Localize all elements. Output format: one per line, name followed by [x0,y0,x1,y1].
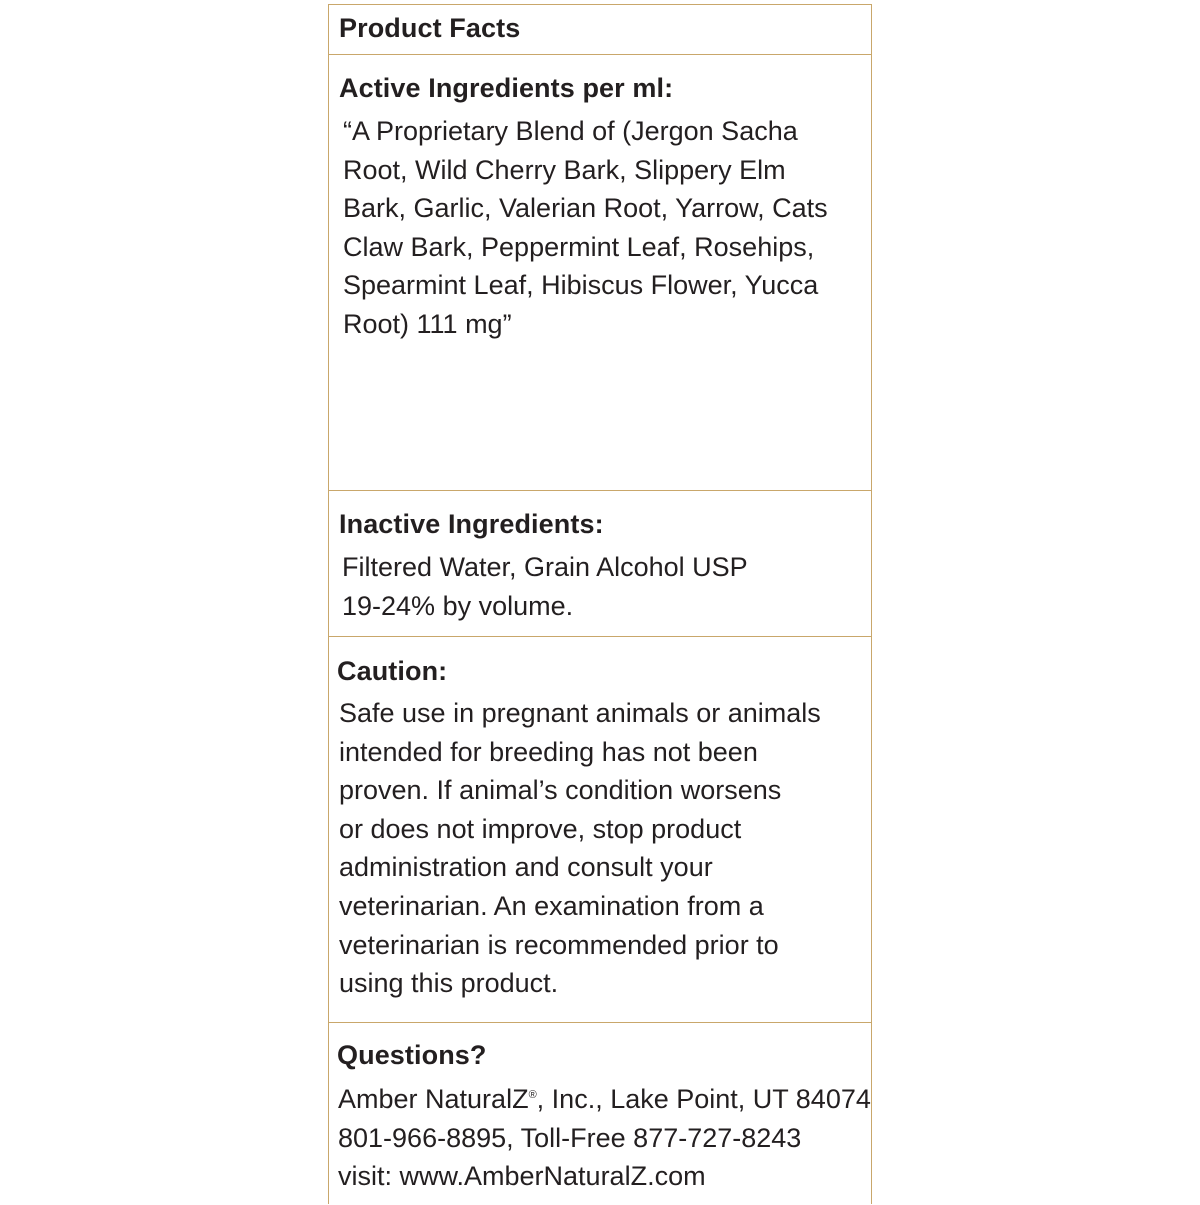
inactive-ingredients-heading: Inactive Ingredients: [339,509,604,539]
caution-heading: Caution: [337,656,448,686]
registered-trademark: ® [528,1089,537,1101]
inactive-ingredients-text: Filtered Water, Grain Alcohol USP 19-24% by volume. [342,552,748,621]
questions-section [329,1023,871,1205]
active-ingredients-section [329,55,871,491]
product-facts-header [329,5,871,55]
website-link[interactable]: visit: www.AmberNaturalZ.com [338,1161,706,1192]
product-facts-title: Product Facts [339,13,521,43]
company-name: Amber NaturalZ [338,1084,529,1114]
questions-heading: Questions? [337,1040,487,1070]
inactive-ingredients-section [329,491,871,637]
active-ingredients-heading: Active Ingredients per ml: [339,73,674,103]
contact-info [338,1080,878,1196]
phone-numbers: 801-966-8895, Toll-Free 877-727-8243 [338,1122,802,1153]
active-ingredients-text: “A Proprietary Blend of (Jergon Sacha Root, Wild Cherry Bark, Slippery Elm Bark, Garlic, Valerian Root, Yarrow, Cats Claw Bark, Peppermint Leaf, Rosehips, Spearmint Leaf, Hibiscus Flower, Yucca Root) 111 mg” [343,116,828,339]
product-facts-panel [328,4,872,1204]
caution-section [329,637,871,1023]
caution-text: Safe use in pregnant animals or animals intended for breeding has not been proven. If animal’s condition worsens or does not improve, stop product administration and consult your veterinarian. An examination from a veterinarian is recommended prior to using this product. [339,698,821,999]
company-address: , Inc., Lake Point, UT 84074 [536,1084,871,1114]
